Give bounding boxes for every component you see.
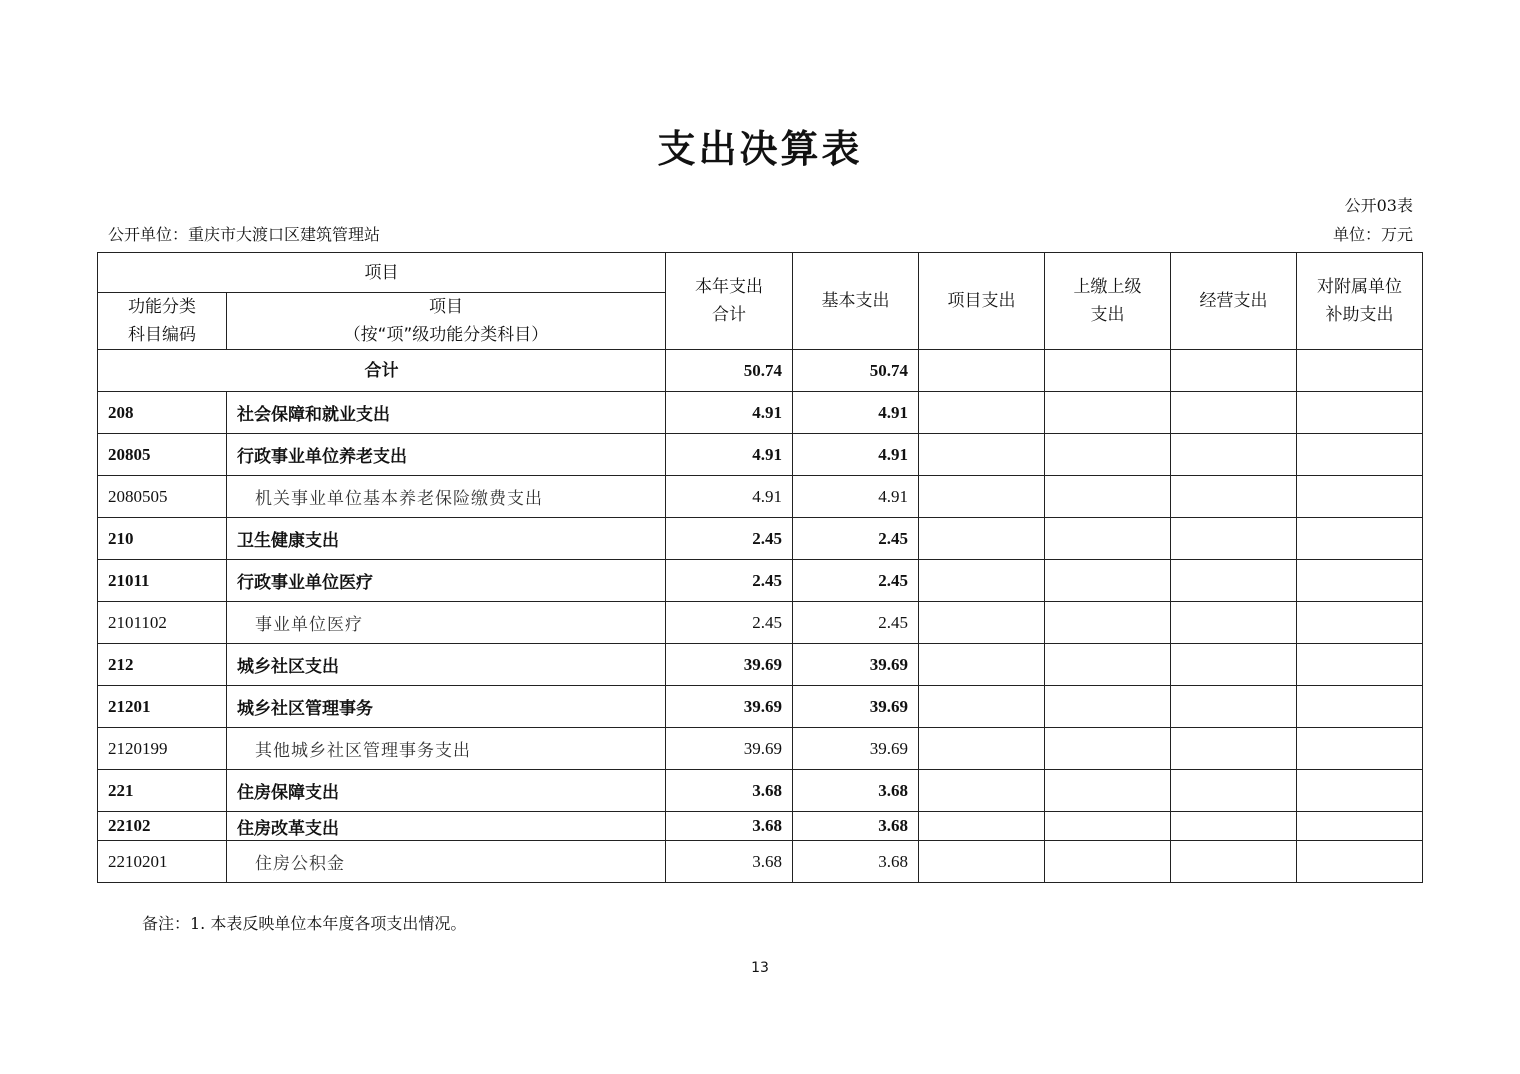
note: 备注：1. 本表反映单位本年度各项支出情况。 [142,914,467,933]
empty-cell [1297,728,1423,770]
row-name: 其他城乡社区管理事务支出 [227,728,666,770]
row-basic: 4.91 [793,476,919,518]
table-row [98,392,1423,434]
row-code: 2080505 [98,476,227,518]
empty-cell [1297,644,1423,686]
empty-cell [1297,686,1423,728]
empty-cell [1171,644,1297,686]
row-name: 卫生健康支出 [227,518,666,560]
row-code: 2120199 [98,728,227,770]
empty-cell [1171,518,1297,560]
empty-cell [1045,686,1171,728]
empty-cell [1171,350,1297,392]
header-item-line1: 项目 [429,297,463,317]
row-name: 行政事业单位养老支出 [227,434,666,476]
empty-cell [1171,812,1297,841]
empty-cell [919,518,1045,560]
row-code: 210 [98,518,227,560]
table-row [98,728,1423,770]
header-upper-line2: 支出 [1090,305,1125,325]
page-title: 支出决算表 [657,127,863,171]
row-name: 事业单位医疗 [227,602,666,644]
row-basic: 39.69 [793,644,919,686]
table-number: 公开03表 [1344,196,1413,215]
empty-cell [1171,476,1297,518]
empty-cell [1171,728,1297,770]
empty-cell [1045,392,1171,434]
row-code: 20805 [98,434,227,476]
empty-cell [1045,644,1171,686]
empty-cell [919,350,1045,392]
row-total: 39.69 [666,686,793,728]
page-number: 13 [751,960,769,976]
empty-cell [1297,770,1423,812]
row-basic: 2.45 [793,560,919,602]
empty-cell [1171,560,1297,602]
empty-cell [919,686,1045,728]
table-row [98,770,1423,812]
row-basic: 4.91 [793,392,919,434]
row-total: 4.91 [666,434,793,476]
header-total [666,253,793,350]
row-code: 2101102 [98,602,227,644]
row-total: 3.68 [666,812,793,841]
empty-cell [1171,686,1297,728]
row-name: 机关事业单位基本养老保险缴费支出 [227,476,666,518]
row-code: 21011 [98,560,227,602]
empty-cell [1045,476,1171,518]
row-name: 住房改革支出 [227,812,666,841]
empty-cell [1297,560,1423,602]
row-total: 4.91 [666,476,793,518]
row-total: 4.91 [666,392,793,434]
table-row [98,476,1423,518]
row-basic: 2.45 [793,602,919,644]
empty-cell [1297,392,1423,434]
empty-cell [1045,602,1171,644]
empty-cell [1171,841,1297,883]
reporting-organization: 公开单位：重庆市大渡口区建筑管理站 [108,225,381,244]
row-basic: 4.91 [793,434,919,476]
header-code [98,293,227,350]
table-row [98,644,1423,686]
expenditure-table [97,252,1423,883]
row-name: 社会保障和就业支出 [227,392,666,434]
total-amount: 50.74 [666,350,793,392]
empty-cell [1297,841,1423,883]
table-row [98,434,1423,476]
empty-cell [919,602,1045,644]
row-name: 城乡社区管理事务 [227,686,666,728]
header-upper-level [1045,253,1171,350]
row-basic: 2.45 [793,518,919,560]
row-total: 2.45 [666,560,793,602]
empty-cell [919,841,1045,883]
total-basic: 50.74 [793,350,919,392]
header-total-line2: 合计 [712,305,746,325]
empty-cell [919,644,1045,686]
empty-cell [1045,560,1171,602]
row-basic: 39.69 [793,686,919,728]
empty-cell [1045,518,1171,560]
row-total: 39.69 [666,728,793,770]
row-name: 住房公积金 [227,841,666,883]
row-code: 208 [98,392,227,434]
empty-cell [919,560,1045,602]
table-row [98,686,1423,728]
currency-unit: 单位：万元 [1332,225,1413,244]
empty-cell [1045,434,1171,476]
header-code-line1: 功能分类 [128,297,196,317]
empty-cell [1297,518,1423,560]
empty-cell [1171,434,1297,476]
row-code: 221 [98,770,227,812]
empty-cell [919,476,1045,518]
row-basic: 3.68 [793,770,919,812]
table-row [98,841,1423,883]
row-code: 212 [98,644,227,686]
row-code: 22102 [98,812,227,841]
row-code: 21201 [98,686,227,728]
empty-cell [1045,812,1171,841]
header-upper-line1: 上缴上级 [1073,277,1142,297]
header-item-line2: （按“项”级功能分类科目） [343,325,549,345]
total-row [98,350,1423,392]
empty-cell [919,392,1045,434]
empty-cell [1297,812,1423,841]
empty-cell [1171,392,1297,434]
row-basic: 39.69 [793,728,919,770]
empty-cell [1171,602,1297,644]
total-label: 合计 [98,350,666,392]
table-row [98,602,1423,644]
table-row [98,812,1423,841]
row-total: 2.45 [666,518,793,560]
header-basic: 基本支出 [793,253,919,350]
empty-cell [1171,770,1297,812]
empty-cell [1045,770,1171,812]
empty-cell [919,728,1045,770]
header-total-line1: 本年支出 [695,277,763,297]
row-name: 行政事业单位医疗 [227,560,666,602]
row-name: 城乡社区支出 [227,644,666,686]
row-total: 3.68 [666,770,793,812]
empty-cell [919,434,1045,476]
header-subsidy [1297,253,1423,350]
row-basic: 3.68 [793,841,919,883]
empty-cell [1297,350,1423,392]
header-code-line2: 科目编码 [128,325,196,345]
empty-cell [1297,476,1423,518]
row-name: 住房保障支出 [227,770,666,812]
header-business: 经营支出 [1171,253,1297,350]
empty-cell [1297,602,1423,644]
row-basic: 3.68 [793,812,919,841]
header-project: 项目 [98,253,666,293]
table-row [98,518,1423,560]
row-total: 2.45 [666,602,793,644]
table-row [98,560,1423,602]
header-item [227,293,666,350]
row-total: 39.69 [666,644,793,686]
empty-cell [1045,841,1171,883]
header-project-expense: 项目支出 [919,253,1045,350]
empty-cell [1297,434,1423,476]
empty-cell [919,812,1045,841]
row-total: 3.68 [666,841,793,883]
header-subsidy-line1: 对附属单位 [1317,277,1402,297]
empty-cell [919,770,1045,812]
empty-cell [1045,728,1171,770]
empty-cell [1045,350,1171,392]
header-subsidy-line2: 补助支出 [1325,305,1394,325]
row-code: 2210201 [98,841,227,883]
